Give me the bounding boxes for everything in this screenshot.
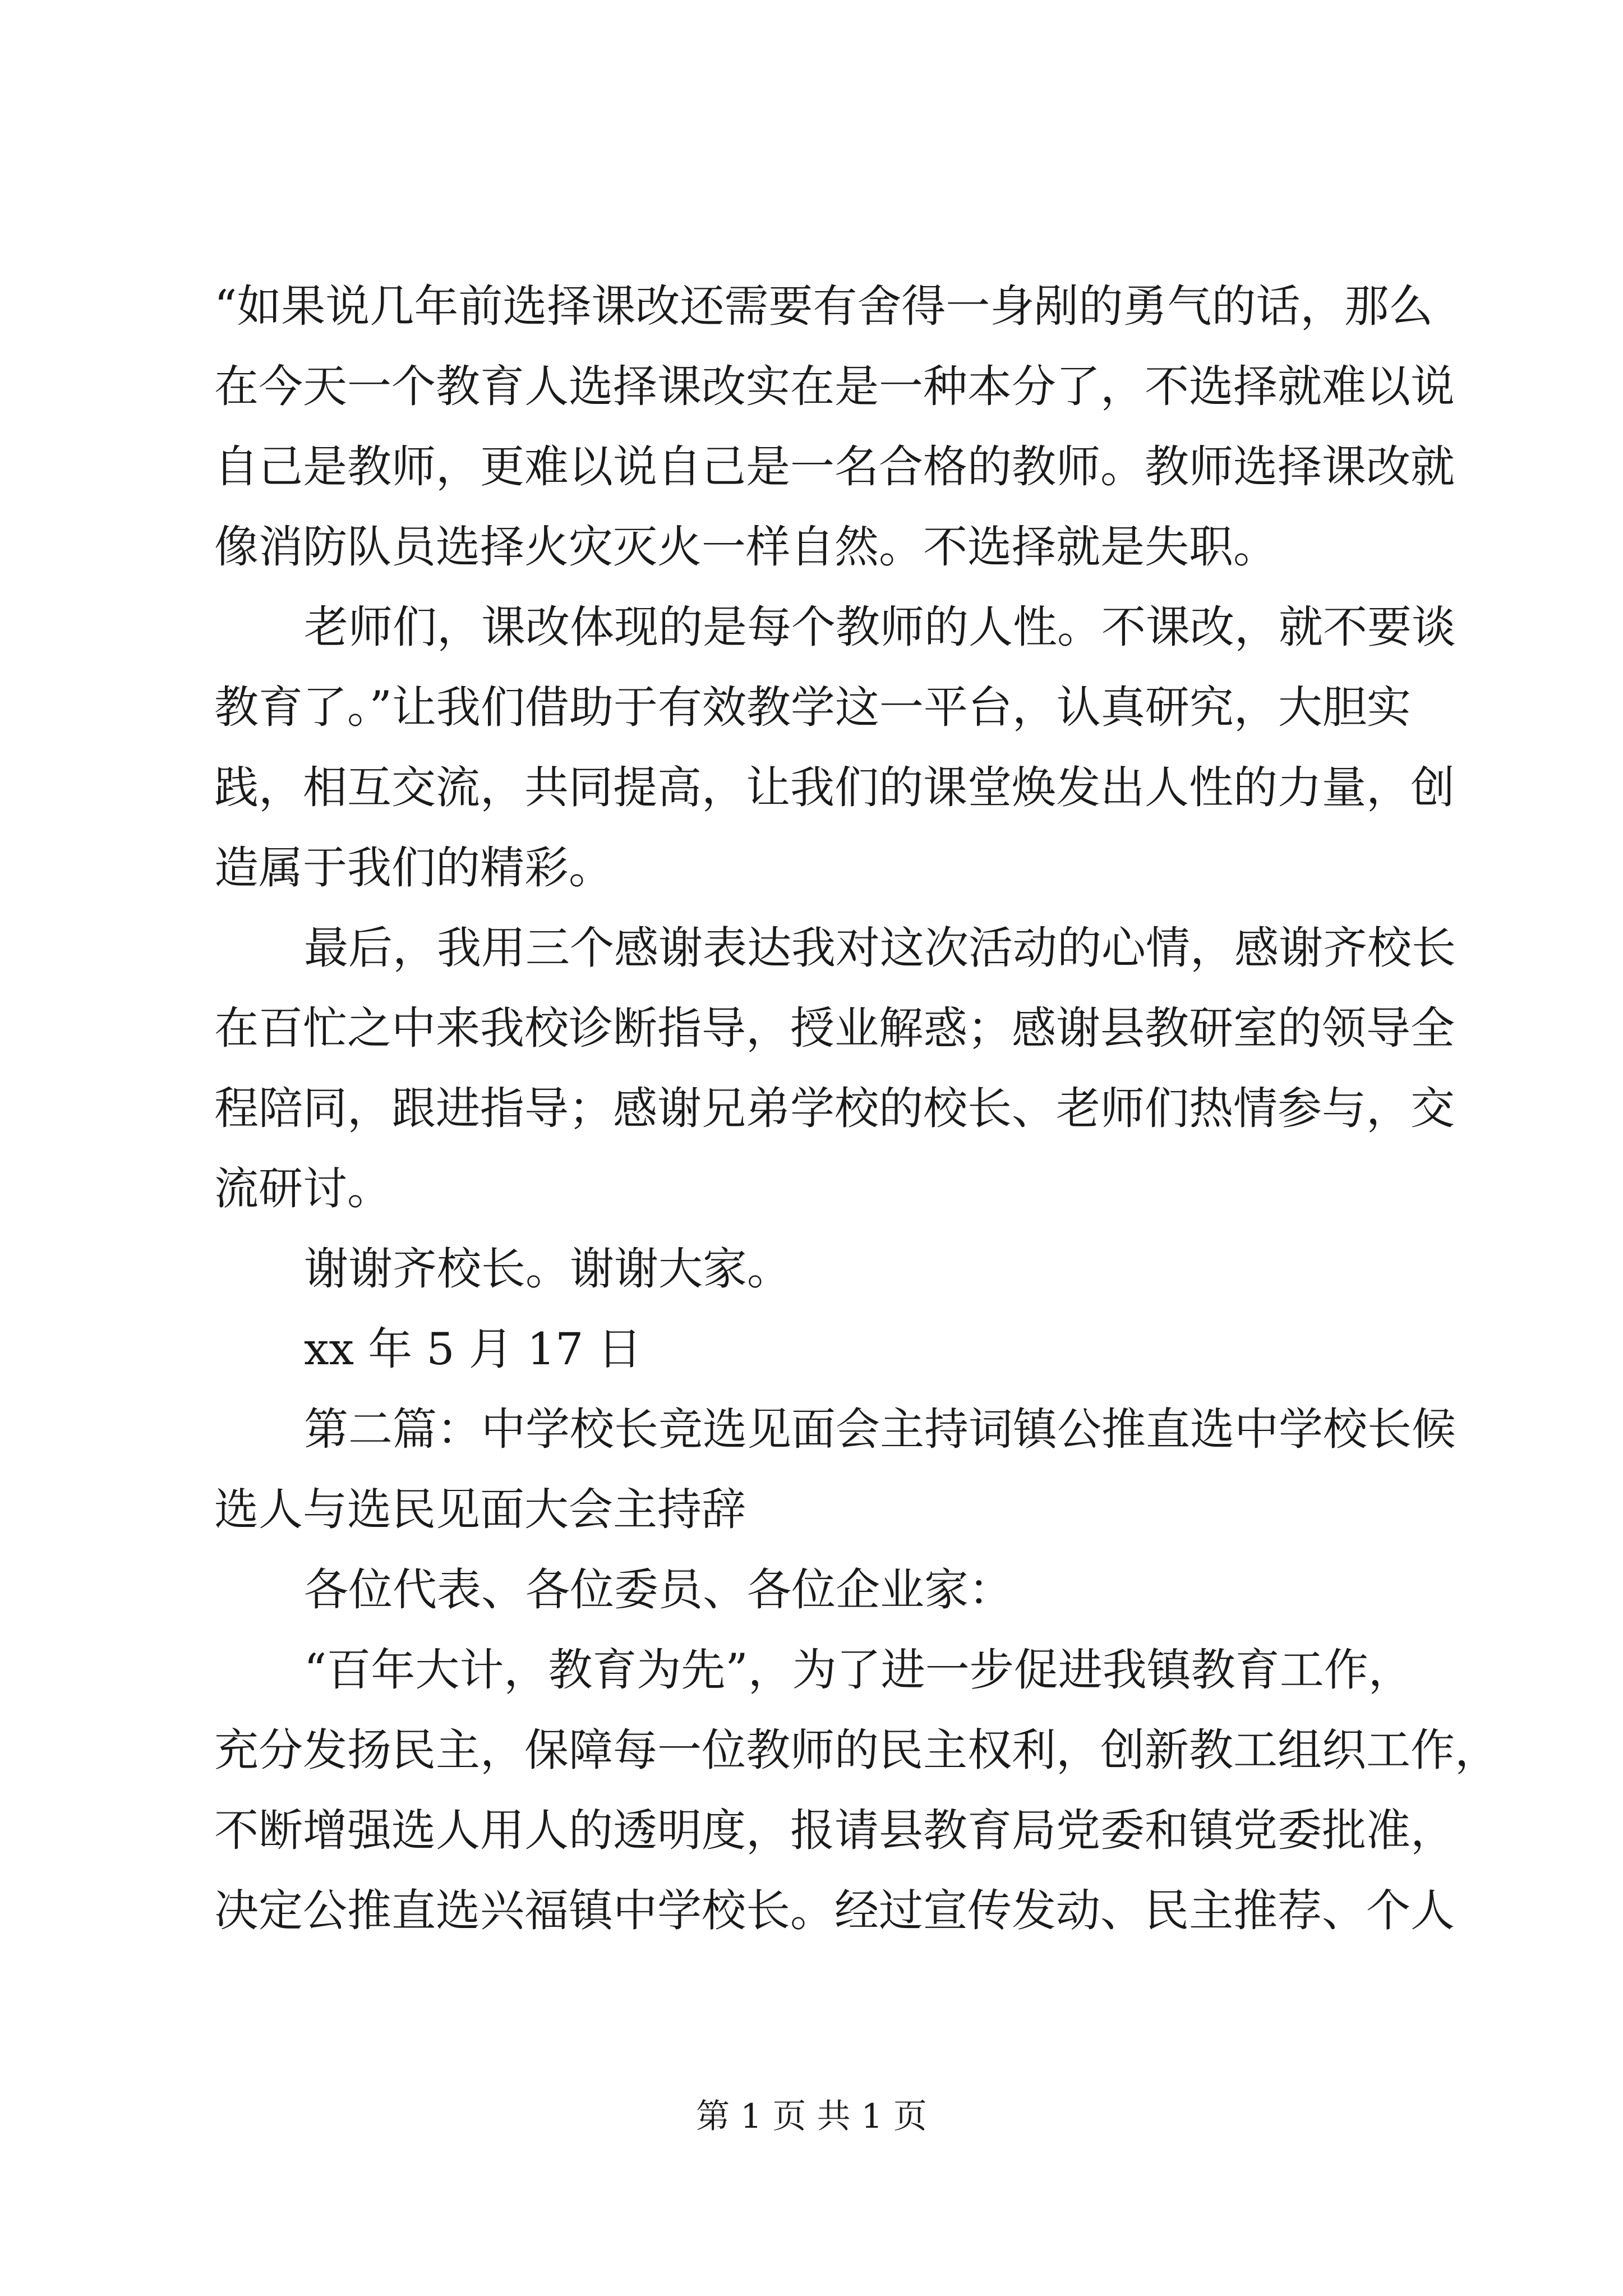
text-line: 谢谢齐校长。谢谢大家。 [304,1243,791,1295]
text-line: 流研讨。 [214,1163,391,1214]
text-line: 决定公推直选兴福镇中学校长。经过宣传发动、民主推荐、个人 [214,1885,1455,1936]
text-line: 最后，我用三个感谢表达我对这次活动的心情，感谢齐校长 [304,922,1456,974]
salutation-line: 各位代表、各位委员、各位企业家： [304,1564,1013,1616]
text-line: 在今天一个教育人选择课改实在是一种本分了，不选择就难以说 [214,361,1455,412]
section-heading-continued: 选人与选民见面大会主持辞 [214,1484,746,1535]
text-line: 自己是教师，更难以说自己是一名合格的教师。教师选择课改就 [214,441,1455,493]
text-line: 充分发扬民主，保障每一位教师的民主权利，创新教工组织工作， [214,1724,1499,1776]
section-heading: 第二篇：中学校长竞选见面会主持词镇公推直选中学校长候 [304,1404,1456,1455]
text-line: 在百忙之中来我校诊断指导，授业解惑；感谢县教研室的领导全 [214,1002,1455,1054]
text-line: 程陪同，跟进指导；感谢兄弟学校的校长、老师们热情参与，交 [214,1083,1455,1134]
page-footer: 第 1 页 共 1 页 [696,2097,927,2136]
date-line: xx 年 5 月 17 日 [304,1323,642,1375]
text-line: 践，相互交流，共同提高，让我们的课堂焕发出人性的力量，创 [214,762,1455,813]
text-line: 造属于我们的精彩。 [214,842,613,894]
text-line: “如果说几年前选择课改还需要有舍得一身剐的勇气的话，那么 [214,280,1433,332]
text-line: 不断增强选人用人的透明度，报请县教育局党委和镇党委批准， [214,1805,1455,1856]
text-line: 像消防队员选择火灾灭火一样自然。不选择就是失职。 [214,521,1278,573]
text-line: 教育了。”让我们借助于有效教学这一平台，认真研究，大胆实 [214,682,1411,733]
text-line: “百年大计，教育为先”，为了进一步促进我镇教育工作， [304,1644,1413,1696]
text-line: 老师们，课改体现的是每个教师的人性。不课改，就不要谈 [304,601,1456,653]
document-body [214,266,1499,1951]
